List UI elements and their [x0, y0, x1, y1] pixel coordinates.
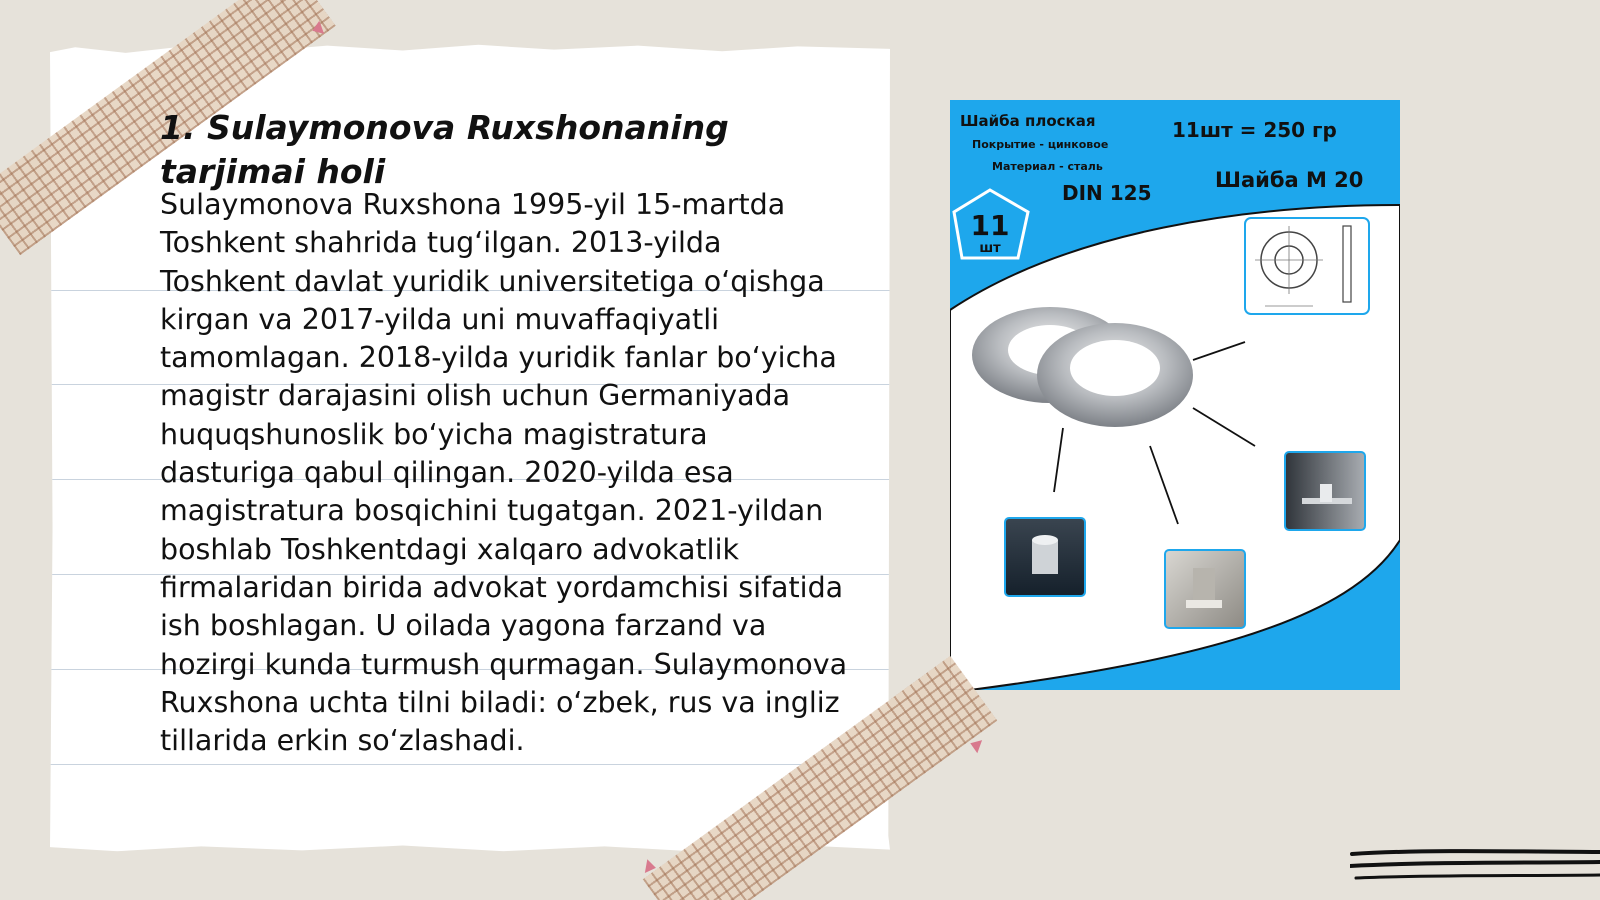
application-photo-2	[1165, 550, 1245, 628]
product-image-washer	[950, 100, 1400, 690]
card-quantity-weight: 11шт = 250 гр	[1172, 118, 1337, 142]
paper-line	[50, 764, 890, 765]
biography-text: Sulaymonova Ruxshona 1995-yil 15-martda Toshkent shahrida tug‘ilgan. 2013-yilda Toshkent davlat yuridik universitetiga o‘qishga kirgan va 2017-yilda uni muvaffaqiyatli tamomlagan. 2018-yilda yuridik fanlar bo‘yicha magistr darajasini olish uchun Germaniyada huquqshunoslik bo‘yicha magistratura dasturiga qabul qilingan. 2020-yilda esa magistratura bosqichini tugatgan. 2021-yildan boshlab Toshkentdagi xalqaro advokatlik firmalaridan birida advokat yordamchisi sifatida ish boshlagan. U oilada yagona farzand va hozirgi kunda turmush qurmagan. Sulaymonova Ruxshona uchta tilni biladi: o‘zbek, rus va ingliz tillarida erkin so‘zlashadi.	[160, 188, 848, 758]
badge-number: 11	[970, 209, 1010, 242]
washer-drawing	[1245, 218, 1369, 314]
slide-title: 1. Sulaymonova Ruxshonaning tarjimai holi	[160, 108, 729, 191]
card-material: Материал - сталь	[992, 160, 1103, 173]
card-size: Шайба М 20	[1215, 168, 1364, 192]
card-coating: Покрытие - цинковое	[972, 138, 1109, 151]
badge-unit: шт	[979, 241, 1001, 256]
application-photo-3	[1285, 452, 1365, 530]
card-product-name: Шайба плоская	[960, 112, 1096, 130]
decorative-scribble-lines	[1350, 848, 1600, 888]
card-standard: DIN 125	[1062, 181, 1152, 205]
application-photo-1	[1005, 518, 1085, 596]
